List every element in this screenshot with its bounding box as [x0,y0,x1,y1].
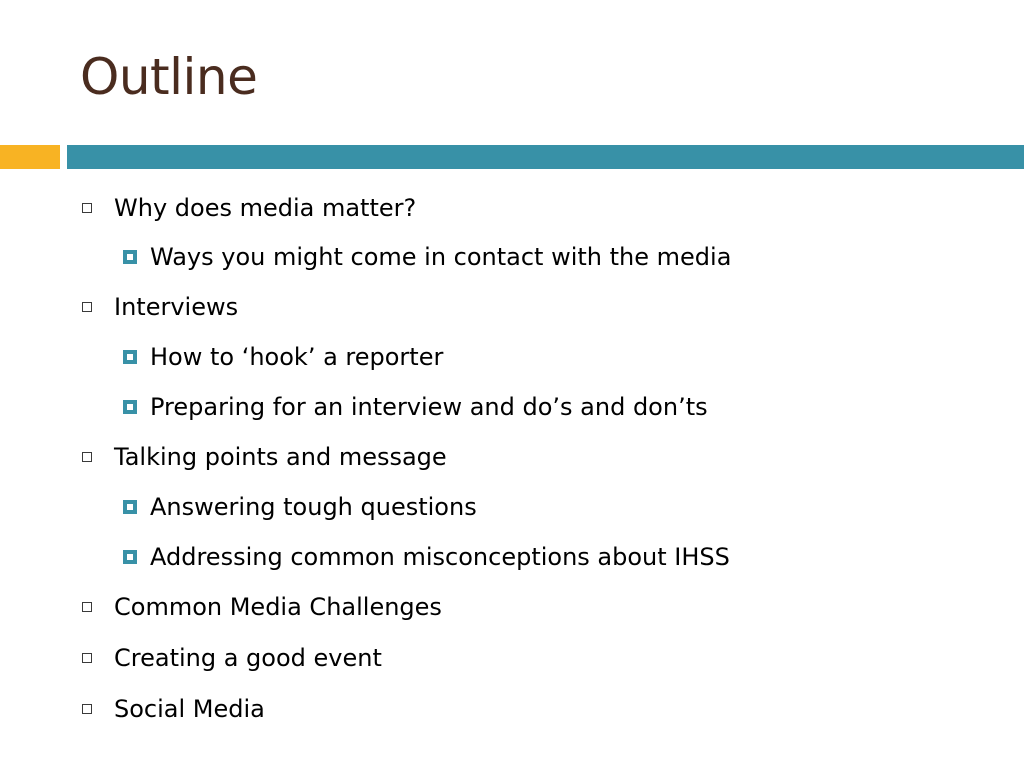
outline-subitem-misconceptions [123,540,730,574]
outline-subitem-tough-questions [123,490,477,524]
open-square-bullet-icon [82,602,92,612]
outline-subitem-label: Addressing common misconceptions about IHSS [150,543,730,571]
slide-title: Outline [80,48,258,106]
outline-subitem-label: Ways you might come in contact with the media [150,243,732,271]
open-square-bullet-icon [82,653,92,663]
outline-subitem-contact-with-media [123,240,731,274]
outline-item-label: Interviews [114,293,239,321]
outline-item-label: Common Media Challenges [114,593,442,621]
filled-square-bullet-icon [123,250,137,264]
outline-item-social-media [82,692,265,726]
outline-item-interviews [82,290,238,324]
filled-square-bullet-icon [123,400,137,414]
outline-subitem-preparing-interview [123,390,708,424]
filled-square-bullet-icon [123,550,137,564]
outline-item-label: Social Media [114,695,265,723]
filled-square-bullet-icon [123,500,137,514]
outline-item-talking-points [82,440,447,474]
outline-subitem-hook-reporter [123,340,443,374]
outline-item-why-media-matters [82,191,416,225]
open-square-bullet-icon [82,704,92,714]
filled-square-bullet-icon [123,350,137,364]
outline-item-good-event [82,641,382,675]
outline-subitem-label: Answering tough questions [150,493,477,521]
open-square-bullet-icon [82,302,92,312]
outline-item-label: Talking points and message [114,443,447,471]
outline-item-label: Creating a good event [114,644,382,672]
outline-item-label: Why does media matter? [114,194,417,222]
open-square-bullet-icon [82,452,92,462]
outline-item-media-challenges [82,590,442,624]
outline-subitem-label: How to ‘hook’ a reporter [150,343,444,371]
open-square-bullet-icon [82,203,92,213]
outline-subitem-label: Preparing for an interview and do’s and don’ts [150,393,708,421]
